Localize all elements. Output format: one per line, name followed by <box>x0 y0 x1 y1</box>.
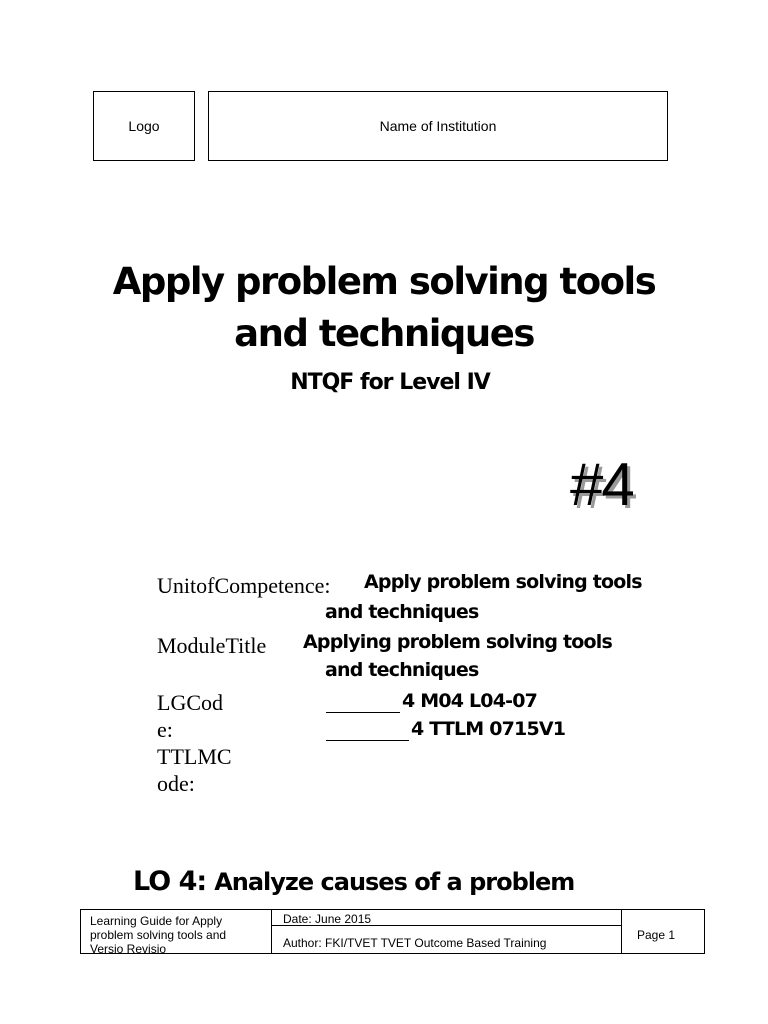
unit-value-line-2: and techniques <box>325 601 479 623</box>
institution-label: Name of Institution <box>379 118 497 134</box>
lg-code-blank <box>326 712 400 713</box>
title-line-1: Apply problem solving tools <box>112 260 656 303</box>
learning-outcome-heading <box>133 866 574 897</box>
unit-value-line-1: Apply problem solving tools <box>364 571 642 593</box>
module-number: #4 <box>570 451 633 518</box>
ttlm-code-blank <box>326 740 409 741</box>
footer-guide-cell <box>81 910 272 953</box>
lg-label-line-2: e: <box>157 717 173 742</box>
ttlm-label-line-2: ode: <box>157 771 195 796</box>
lg-code-value: 4 M04 L04-07 <box>402 690 538 712</box>
footer-separator <box>271 925 621 926</box>
lg-label-line-1: LGCod <box>157 690 223 715</box>
footer-date: Date: June 2015 <box>283 912 372 926</box>
logo-label: Logo <box>128 118 160 134</box>
module-value-line-1: Applying problem solving tools <box>303 631 613 653</box>
institution-box <box>208 91 668 161</box>
footer-author: Author: FKI/TVET TVET Outcome Based Training <box>283 936 547 950</box>
unit-label: UnitofCompetence: <box>157 573 331 598</box>
footer-info-cell <box>271 910 622 953</box>
ttlm-code-value: 4 TTLM 0715V1 <box>411 718 566 740</box>
footer-guide-line-1: Learning Guide for Apply <box>90 914 223 928</box>
footer-page-cell <box>621 910 704 953</box>
footer-guide-line-2: problem solving tools and <box>90 928 227 942</box>
ttlm-label-line-1: TTLMC <box>157 744 232 769</box>
logo-placeholder <box>93 91 195 161</box>
module-label: ModuleTitle <box>157 633 267 658</box>
lo-text: Analyze causes of a problem <box>214 868 575 896</box>
subtitle: NTQF for Level IV <box>290 370 490 395</box>
lo-number: LO 4: <box>133 866 207 897</box>
title-line-2: and techniques <box>234 312 534 355</box>
footer-page: Page 1 <box>637 928 676 942</box>
footer-guide-line-3: Versio Revisio <box>90 942 167 953</box>
module-value-line-2: and techniques <box>325 659 479 681</box>
footer-table <box>80 909 705 954</box>
